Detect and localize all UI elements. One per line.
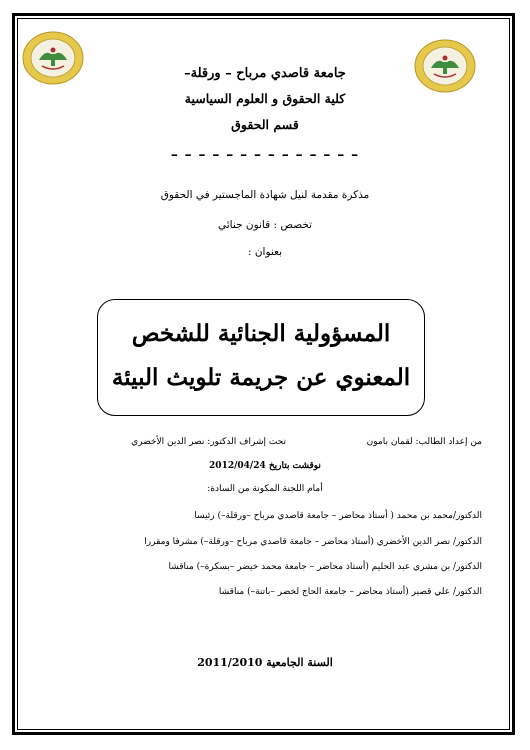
student-name: من إعداد الطالب: لقمان بامون [366,437,482,447]
university-name: جامعة قاصدي مرباح – ورقلة– [184,66,346,81]
faculty-name: كلية الحقوق و العلوم السياسية [184,91,346,106]
specialty: تخصص : قانون جنائي [217,219,313,231]
committee-member: الدكتور/محمد بن محمد ( أستاذ محاضر – جامعة قاصدي مرباح –ورقلة–) رئيسا [194,511,482,521]
committee-member: الدكتور/ علي قصير (أستاذ محاضر – جامعة الحاج لخضر –باتنة–) مناقشا [218,587,482,597]
header-separator: – – – – – – – – – – – – – – [170,147,360,163]
committee-member: الدكتور/ بن مشري عبد الحليم (أستاذ محاضر – جامعة محمد خيضر –بسكرة–) مناقشا [168,562,482,572]
supervisor-name: تحت إشراف الدكتور: نصر الدين الأخضري [131,437,286,447]
thesis-title-line1: المسؤولية الجنائية للشخص [131,320,391,347]
thesis-title-line2: المعنوي عن جريمة تلويث البيئة [111,364,411,391]
committee-member: الدكتور/ نصر الدين الأخضري (أستاذ محاضر – جامعة قاصدي مرباح –ورقلة–) مشرفا ومقررا [144,537,482,547]
thesis-title-box [97,299,425,416]
department-name: قسم الحقوق [231,117,299,132]
defense-date: نوقشت بتاريخ 2012/04/24 [209,461,321,471]
academic-year: السنة الجامعية 2011/2010 [197,656,333,669]
memo-statement: مذكرة مقدمة لنيل شهادة الماجستير في الحقوق [160,189,370,201]
titled-label: بعنوان : [247,246,283,258]
committee-intro: أمام اللجنة المكونة من السادة: [207,484,323,494]
